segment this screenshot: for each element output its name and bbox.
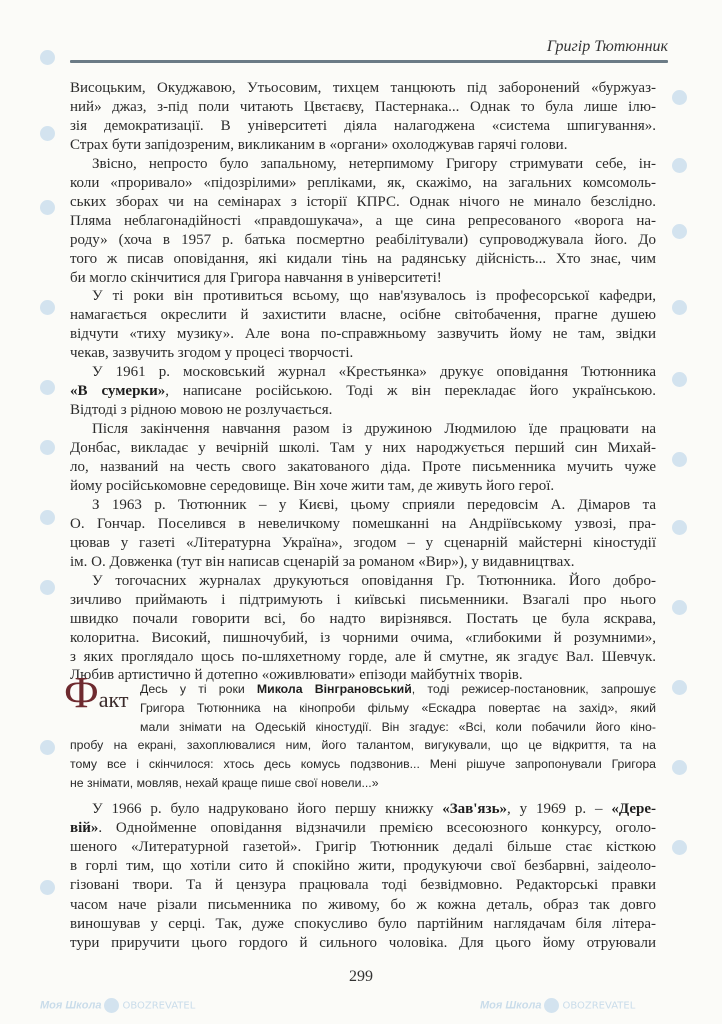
- text-run: Страх бути запідозреним, викликаним в «органи» охолоджував гарячі голови.: [70, 136, 568, 153]
- text-line: [70, 515, 656, 534]
- text-run: , у 1969 р. –: [507, 801, 612, 817]
- watermark-brand: OBOZREVATEL: [122, 1000, 196, 1012]
- watermark-logo-icon: [40, 580, 55, 595]
- watermark-logo-icon: [40, 126, 55, 141]
- text-run: У тогочасних журналах друкуються оповідання Гр. Тютюнника. Його добро-: [92, 572, 656, 589]
- watermark-text: Моя Школа: [480, 999, 542, 1012]
- watermark: [40, 998, 195, 1013]
- watermark-logo-icon: [104, 998, 119, 1013]
- text-line: [70, 439, 656, 458]
- text-line: [70, 212, 656, 231]
- text-run: Донбас, викладає у вечірній школі. Там у них народжується перший син Михай-: [70, 440, 656, 457]
- watermark-logo-icon: [544, 998, 559, 1013]
- text-run: того ж писав оповідання, які кидали тінь на радянську дійсність... Хто знає, чим: [70, 250, 656, 267]
- bold-title: Микола Вінграновський: [256, 682, 412, 696]
- text-run: ім. О. Довженка (тут він написав сценарій за романом «Вир»), у видавництвах.: [70, 553, 575, 570]
- watermark-logo-icon: [672, 840, 687, 855]
- text-run: би могло скінчитися для Григора навчання в університеті!: [70, 269, 442, 286]
- watermark-logo-icon: [672, 680, 687, 695]
- watermark-logo-icon: [672, 520, 687, 535]
- text-line: [70, 857, 656, 876]
- text-line: [92, 287, 656, 306]
- text-run: чекав, зазвучить згодом у процесі творчості.: [70, 345, 354, 362]
- text-run: , тоді режисер-постановник, запрошує: [411, 682, 656, 696]
- text-line: [70, 915, 656, 934]
- fact-line: [140, 699, 656, 718]
- text-line: [70, 610, 656, 629]
- bold-title: «В сумерки»: [70, 383, 166, 400]
- text-run: Після закінчення навчання разом із дружиною Людмилою їде працювати на: [92, 421, 656, 438]
- text-run: відчути «тиху музику». Але вона по-справжньому зазвучить йому не там, звідки: [70, 326, 656, 343]
- bold-title: «Дере-: [611, 801, 657, 817]
- text-line: [70, 231, 656, 250]
- text-run: ських зборах чи на семінарах з історії КПРС. Однак нічого не минало безслідно.: [70, 193, 656, 210]
- fact-line: [70, 774, 656, 793]
- text-run: з яких проглядало щось по-шляхетному горде, але й смутне, як згадує Вал. Шевчук.: [70, 648, 656, 665]
- text-run: У ті роки він противиться всьому, що нав'язувалось із професорської кафедри,: [92, 288, 656, 305]
- text-run: Звісно, непросто було запальному, нетерпимому Григору стримувати себе, ін-: [92, 155, 656, 172]
- text-line: [70, 401, 656, 420]
- text-line: [70, 98, 656, 117]
- text-run: в горлі тим, що хотіли сито й спокійно жити, продукуючи свої безбарвні, заідеоло-: [70, 858, 656, 875]
- running-header-author: Григір Тютюнник: [546, 38, 668, 55]
- watermark-logo-icon: [672, 372, 687, 387]
- text-run: ло, названий на честь свого закатованого діда. Проте письменника мучить чуже: [70, 459, 656, 475]
- watermark-brand: OBOZREVATEL: [562, 1000, 636, 1012]
- text-line: [70, 477, 656, 496]
- text-run: цював у газеті «Літературна Україна», згодом – у сценарній майстерні кіностудії: [70, 534, 656, 551]
- text-line: [70, 553, 656, 572]
- text-run: тури приручити цього гордого й сильного чоловіка. Для цього йому отруювали: [70, 934, 656, 951]
- text-run: зичливо приймають і підтримують і київські письменники. Взагалі про нього: [70, 591, 656, 608]
- watermark-text: Моя Школа: [40, 999, 102, 1012]
- text-run: З 1963 р. Тютюнник – у Києві, цьому сприяли передовсім А. Дімаров та: [92, 496, 656, 513]
- text-line: [70, 648, 656, 667]
- watermark-logo-icon: [40, 300, 55, 315]
- header-divider: [70, 60, 668, 63]
- bold-title: «Зав'язь»: [442, 801, 508, 817]
- text-line: [70, 193, 656, 212]
- text-line: [70, 591, 656, 610]
- text-line: [70, 117, 656, 136]
- watermark-logo-icon: [40, 510, 55, 525]
- text-run: Відтоді з рідною мовою не розлучається.: [70, 402, 333, 419]
- text-run: зія демократизації. В університеті діяла налагоджена «система шпигування».: [70, 117, 656, 134]
- text-line: [70, 534, 656, 553]
- text-run: Григора Тютюнника на кінопроби фільму «Ескадра повертає на захід», який: [140, 700, 656, 715]
- watermark-logo-icon: [40, 380, 55, 395]
- text-line: [92, 572, 656, 591]
- text-run: шеного «Литературной газетой». Григір Тютюнник дедалі більше стає кісткою: [70, 839, 656, 856]
- text-run: не знімати, мовляв, нехай краще пише свої новели...»: [70, 776, 379, 790]
- text-run: мали знімати на Одеській кіностудії. Він згадує: «Всі, коли побачили його кіно-: [140, 719, 656, 734]
- text-run: , написане російською. Тоді ж він перекладає його українською.: [165, 383, 656, 400]
- watermark-logo-icon: [672, 158, 687, 173]
- bold-title: вій»: [70, 820, 99, 837]
- watermark-logo-icon: [672, 90, 687, 105]
- text-run: У 1961 р. московський журнал «Крестьянка» друкує оповідання Тютюнника: [92, 364, 656, 381]
- text-line: [70, 325, 656, 344]
- watermark-logo-icon: [672, 600, 687, 615]
- text-run: виношував у серці. Так, дуже спокусливо було партійним наглядачам біля літера-: [70, 915, 656, 932]
- watermark-logo-icon: [672, 760, 687, 775]
- text-run: тому все і скінчилося: хтось десь комусь подзвонив... Мені рішуче запропонували Григора: [70, 757, 656, 772]
- text-run: пробу на екрані, захоплювалися ним, його талантом, вигукували, що це відкриття, та на: [70, 738, 656, 753]
- text-line: [92, 363, 656, 382]
- watermark-logo-icon: [672, 452, 687, 467]
- watermark-logo-icon: [40, 440, 55, 455]
- text-run: . Однойменне оповідання відзначили премією всесоюзного конкурсу, оголо-: [98, 820, 656, 837]
- watermark: [480, 998, 635, 1013]
- watermark-logo-icon: [40, 740, 55, 755]
- text-run: роду» (хоча в 1957 р. батька посмертно реабілітували) супроводжувала його. До: [70, 231, 656, 248]
- text-run: швидко почали говорити всі, бо надто вирізнявся. Постать це була яскрава,: [70, 610, 656, 627]
- fact-line: [140, 718, 656, 737]
- text-run: йому російськомовне середовище. Він хоче жити там, де живуть його герої.: [70, 477, 555, 494]
- text-line: [70, 382, 656, 401]
- text-line: [70, 934, 656, 953]
- text-run: часом наче різали письменника по живому, бо ж кожна деталь, образ так довго: [70, 896, 656, 913]
- fact-line: [140, 680, 656, 699]
- text-line: [70, 250, 656, 269]
- fact-line: [70, 736, 656, 755]
- text-run: намагається окреслити й захистити власне, осібне світобачення, прагне душею: [70, 307, 656, 324]
- text-line: [70, 838, 656, 857]
- text-run: О. Гончар. Поселився в невеличкому помешканні на Андріївському узвозі, пра-: [70, 515, 656, 532]
- text-run: колоритна. Високий, пишночубий, із чорними очима, «глибокими й розумними»,: [70, 629, 656, 646]
- text-run: ний» джаз, з-під поли читають Цвєтаєву, Пастернака... Однак то була лише ілю-: [70, 98, 656, 115]
- fact-label: Факт: [64, 668, 129, 717]
- text-line: [70, 629, 656, 648]
- text-run: Пляма неблагонадійності «правдошукача», а ще сина репресованого «ворога на-: [70, 212, 656, 229]
- fact-line: [70, 755, 656, 774]
- watermark-logo-icon: [672, 300, 687, 315]
- text-line: [92, 420, 656, 439]
- text-line: [70, 876, 656, 895]
- watermark-logo-icon: [672, 224, 687, 239]
- text-line: [70, 136, 656, 155]
- text-line: [70, 458, 656, 477]
- text-run: Висоцьким, Окуджавою, Утьосовим, тихцем танцюють під заборонений «буржуаз-: [70, 80, 656, 96]
- text-line: [70, 819, 656, 838]
- text-line: [92, 800, 656, 819]
- text-run: гізовані твори. Та й цензура працювала тоді безвідмовно. Редакторські правки: [70, 877, 656, 894]
- text-line: [70, 269, 656, 288]
- text-run: Десь у ті роки: [140, 682, 257, 696]
- watermark-logo-icon: [40, 200, 55, 215]
- text-run: У 1966 р. було надруковано його першу книжку: [92, 801, 443, 817]
- page-number: 299: [349, 968, 373, 985]
- text-run: коли «проривало» «підозрілими» репліками, як, скажімо, на загальних комсомоль-: [70, 174, 656, 191]
- text-run: Любив артистично й дотепно «оживлювати» епізоди майбутніх творів.: [70, 667, 523, 684]
- text-line: [70, 174, 656, 193]
- text-line: [92, 155, 656, 174]
- text-line: [70, 306, 656, 325]
- text-line: [92, 496, 656, 515]
- text-line: [70, 79, 656, 98]
- watermark-logo-icon: [40, 50, 55, 65]
- watermark-logo-icon: [40, 880, 55, 895]
- text-line: [70, 896, 656, 915]
- text-line: [70, 344, 656, 363]
